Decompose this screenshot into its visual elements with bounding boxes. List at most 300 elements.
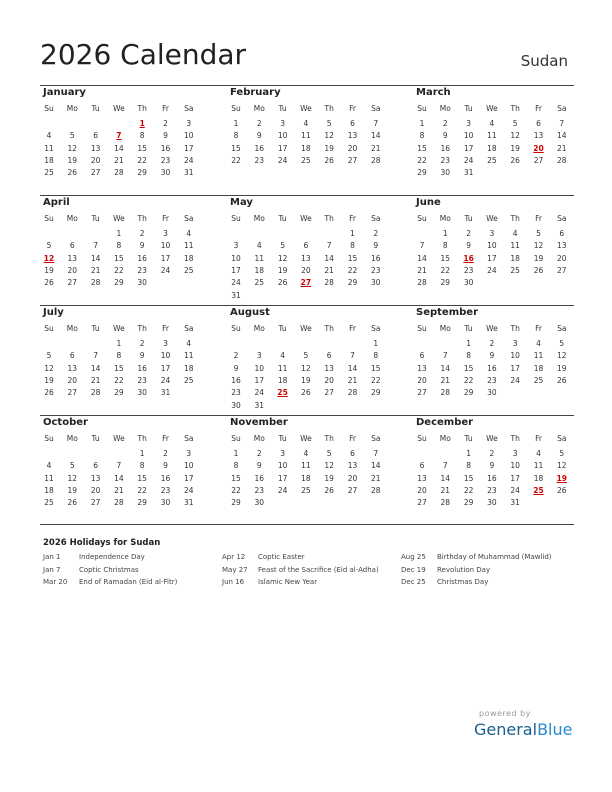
day-cell: 11 [184,351,194,361]
day-cell: 26 [44,278,54,288]
weekday-label: Mo [439,434,451,443]
day-cell: 19 [324,143,334,153]
day-cell: 29 [137,168,147,178]
day-cell: 28 [440,498,451,508]
day-cell: 11 [44,143,54,153]
day-cell: 10 [254,363,265,373]
day-cell: 7 [559,119,565,128]
day-cell: 18 [487,143,497,153]
holiday-day-cell: 7 [116,131,122,141]
weekday-label: Tu [278,434,287,443]
day-cell: 12 [557,351,567,361]
day-cell: 26 [67,498,78,508]
day-cell: 23 [487,485,497,495]
day-cell: 12 [277,253,288,263]
day-cell: 14 [114,473,124,483]
day-cell: 9 [233,363,239,373]
day-cell: 22 [440,265,451,275]
day-cell: 30 [371,278,381,288]
day-cell: 3 [256,351,262,361]
day-cell: 13 [67,253,78,263]
day-cell: 9 [139,351,145,361]
day-cell: 30 [487,388,497,398]
day-cell: 13 [417,363,427,373]
day-cell: 13 [301,253,311,263]
day-cell: 30 [160,168,171,178]
day-cell: 16 [487,363,497,373]
weekday-label: We [300,104,312,113]
weekday-label: Tu [464,104,473,113]
day-cell: 15 [371,363,381,373]
weekday-label: Su [44,214,54,223]
day-cell: 4 [46,461,52,471]
month-divider [227,415,414,416]
day-cell: 6 [93,461,98,471]
day-cell: 1 [116,229,122,238]
day-cell: 30 [487,498,497,508]
day-cell: 17 [487,253,497,263]
day-cell: 4 [489,119,495,128]
day-cell: 27 [90,498,101,508]
day-cell: 21 [324,265,334,275]
day-cell: 26 [67,168,78,178]
day-cell: 14 [440,363,451,373]
weekday-label: Th [324,104,334,113]
day-cell: 27 [67,278,78,288]
month-divider [227,305,414,306]
day-cell: 12 [324,461,334,471]
weekday-label: Sa [371,214,381,223]
day-cell: 15 [114,253,124,263]
day-cell: 28 [417,278,427,288]
weekday-label: Fr [535,324,542,333]
weekday-label: We [113,434,125,443]
day-cell: 24 [487,265,497,275]
day-cell: 20 [90,485,101,495]
weekday-label: Sa [184,214,194,223]
day-cell: 22 [137,485,147,495]
day-cell: 15 [137,143,147,153]
month-name: June [416,197,441,208]
day-cell: 24 [510,375,520,385]
day-cell: 25 [44,498,54,508]
day-cell: 27 [417,498,427,508]
day-cell: 16 [487,473,497,483]
day-cell: 4 [46,131,52,141]
month-name: November [230,417,288,428]
day-cell: 1 [116,339,122,348]
day-cell: 26 [557,375,567,385]
weekday-label: Tu [464,214,473,223]
month-divider [413,415,574,416]
day-cell: 7 [93,351,98,361]
day-cell: 6 [303,241,309,251]
day-cell: 28 [90,388,101,398]
day-cell: 21 [557,143,567,153]
day-cell: 28 [371,155,381,165]
day-cell: 3 [512,449,518,458]
day-cell: 13 [347,461,358,471]
day-cell: 24 [463,155,474,165]
day-cell: 27 [533,155,544,165]
day-cell: 17 [510,363,520,373]
day-cell: 18 [277,375,288,385]
weekday-label: Sa [557,214,567,223]
day-cell: 25 [184,265,194,275]
day-cell: 6 [559,229,565,238]
day-cell: 21 [440,485,451,495]
day-cell: 30 [160,498,171,508]
day-cell: 28 [371,485,381,495]
day-cell: 7 [116,461,122,471]
day-cell: 13 [347,131,358,141]
weekday-label: Th [137,324,147,333]
day-cell: 28 [347,388,358,398]
day-cell: 19 [44,375,54,385]
day-cell: 3 [280,119,285,128]
day-cell: 29 [463,498,474,508]
day-cell: 24 [184,485,194,495]
weekday-label: We [486,434,498,443]
day-cell: 1 [466,339,471,348]
day-cell: 28 [90,278,101,288]
day-cell: 11 [533,351,544,361]
day-cell: 5 [46,241,52,251]
weekday-label: Th [510,324,520,333]
day-cell: 11 [301,461,311,471]
day-cell: 19 [533,253,544,263]
day-cell: 10 [277,131,288,141]
day-cell: 11 [254,253,265,263]
day-cell: 18 [533,473,544,483]
day-cell: 18 [510,253,520,263]
day-cell: 11 [510,241,520,251]
day-cell: 8 [442,241,448,251]
weekday-label: Fr [162,434,169,443]
day-cell: 6 [350,119,355,128]
weekday-label: Fr [535,434,542,443]
month-divider [413,85,574,86]
month-name: April [43,197,70,208]
weekday-label: Su [417,324,427,333]
day-cell: 14 [90,253,101,263]
day-cell: 8 [233,131,239,141]
day-cell: 27 [557,265,567,275]
weekday-label: Th [324,214,334,223]
day-cell: 10 [231,253,241,263]
day-cell: 5 [46,351,52,361]
weekday-label: Sa [371,434,381,443]
day-cell: 5 [512,119,518,128]
day-cell: 8 [233,461,239,471]
holiday-day-cell: 27 [300,278,312,288]
day-cell: 1 [233,449,239,458]
day-cell: 17 [277,473,288,483]
day-cell: 2 [489,339,495,348]
weekday-label: Su [44,434,54,443]
day-cell: 8 [116,351,122,361]
day-cell: 14 [114,143,124,153]
brand-blue: Blue [537,720,573,739]
holiday-day-cell: 20 [533,143,544,153]
day-cell: 24 [160,265,171,275]
day-cell: 15 [440,253,451,263]
day-cell: 13 [324,363,334,373]
weekday-label: Sa [557,434,567,443]
day-cell: 26 [324,155,334,165]
day-cell: 17 [184,473,194,483]
holiday-day-cell: 16 [463,253,474,263]
weekday-label: Fr [349,104,356,113]
weekday-label: Su [231,104,241,113]
day-cell: 8 [350,241,355,251]
day-cell: 1 [233,119,239,128]
day-cell: 2 [139,339,145,348]
day-cell: 23 [254,485,265,495]
day-cell: 20 [417,375,427,385]
day-cell: 9 [163,131,168,141]
day-cell: 26 [44,388,54,398]
weekday-label: Th [137,214,147,223]
day-cell: 21 [347,375,358,385]
day-cell: 11 [487,131,497,141]
day-cell: 23 [137,265,147,275]
weekday-label: Mo [253,324,265,333]
day-cell: 31 [184,498,194,508]
day-cell: 24 [277,155,288,165]
day-cell: 26 [301,388,311,398]
day-cell: 22 [114,375,124,385]
day-cell: 15 [137,473,147,483]
day-cell: 26 [557,485,567,495]
day-cell: 2 [373,229,379,238]
day-cell: 3 [186,119,192,128]
month-name: July [43,307,64,318]
day-cell: 12 [510,131,520,141]
day-cell: 19 [301,375,311,385]
day-cell: 25 [301,155,311,165]
weekday-label: Fr [162,104,169,113]
weekday-label: We [486,324,498,333]
day-cell: 22 [231,155,241,165]
day-cell: 29 [114,388,124,398]
holiday-name: Coptic Christmas [79,565,139,574]
day-cell: 21 [114,485,124,495]
weekday-label: Su [231,434,241,443]
day-cell: 13 [557,241,567,251]
day-cell: 4 [536,449,541,458]
day-cell: 24 [254,388,265,398]
day-cell: 2 [139,229,145,238]
day-cell: 7 [419,241,425,251]
weekday-label: Tu [278,104,287,113]
day-cell: 16 [137,363,147,373]
day-cell: 6 [419,461,425,471]
day-cell: 21 [440,375,451,385]
day-cell: 2 [163,119,168,128]
day-cell: 20 [67,375,78,385]
weekday-label: Fr [162,324,169,333]
weekday-label: We [113,104,125,113]
day-cell: 18 [301,143,311,153]
month-name: December [416,417,474,428]
weekday-label: Mo [439,324,451,333]
holiday-date: Aug 25 [401,553,426,561]
weekday-label: We [486,214,498,223]
holiday-date: Apr 12 [222,553,246,561]
day-cell: 23 [231,388,241,398]
day-cell: 18 [44,485,54,495]
weekday-label: Tu [91,324,100,333]
holiday-date: Dec 19 [401,565,426,574]
day-cell: 8 [373,351,379,361]
day-cell: 8 [419,131,425,141]
weekday-label: Th [324,434,334,443]
day-cell: 12 [557,461,567,471]
day-cell: 9 [373,241,379,251]
day-cell: 2 [163,449,168,458]
day-cell: 27 [67,388,78,398]
day-cell: 6 [93,131,98,141]
day-cell: 23 [440,155,451,165]
day-cell: 30 [137,388,147,398]
day-cell: 26 [324,485,334,495]
day-cell: 1 [139,449,145,458]
day-cell: 30 [254,498,265,508]
day-cell: 29 [231,498,241,508]
day-cell: 1 [442,229,448,238]
weekday-label: Su [417,214,427,223]
day-cell: 20 [557,253,567,263]
day-cell: 10 [277,461,288,471]
day-cell: 28 [440,388,451,398]
day-cell: 11 [277,363,288,373]
day-cell: 29 [417,168,427,178]
day-cell: 4 [186,229,192,238]
day-cell: 13 [67,363,78,373]
day-cell: 14 [417,253,427,263]
month-divider [40,195,227,196]
day-cell: 24 [160,375,171,385]
day-cell: 20 [347,473,358,483]
day-cell: 13 [90,473,101,483]
day-cell: 6 [419,351,425,361]
day-cell: 10 [160,241,171,251]
day-cell: 19 [44,265,54,275]
day-cell: 15 [347,253,358,263]
day-cell: 3 [163,339,168,348]
day-cell: 5 [559,449,565,458]
day-cell: 27 [417,388,427,398]
day-cell: 20 [324,375,334,385]
weekday-label: Mo [66,324,78,333]
weekday-label: Th [137,104,147,113]
day-cell: 12 [44,363,54,373]
holiday-day-cell: 12 [43,253,55,263]
day-cell: 18 [44,155,54,165]
month-divider [413,195,574,196]
country-name: Sudan [520,52,568,70]
day-cell: 28 [557,155,567,165]
day-cell: 5 [326,119,332,128]
weekday-label: Tu [91,434,100,443]
weekday-label: Mo [66,104,78,113]
day-cell: 23 [371,265,381,275]
day-cell: 21 [114,155,124,165]
day-cell: 20 [417,485,427,495]
day-cell: 7 [373,119,379,128]
day-cell: 23 [160,485,171,495]
weekday-label: Fr [349,214,356,223]
weekday-label: Sa [184,434,194,443]
day-cell: 31 [160,388,171,398]
day-cell: 5 [559,339,565,348]
month-divider [227,195,414,196]
day-cell: 10 [487,241,497,251]
holiday-name: Christmas Day [437,578,489,586]
day-cell: 23 [463,265,474,275]
day-cell: 4 [303,449,309,458]
weekday-label: Su [417,434,427,443]
generalblue-logo[interactable] [474,720,572,739]
weekday-label: Tu [464,324,473,333]
day-cell: 12 [533,241,544,251]
weekday-label: We [300,214,312,223]
holiday-name: End of Ramadan (Eid al-Fitr) [79,578,178,586]
day-cell: 13 [417,473,427,483]
day-cell: 6 [69,351,75,361]
day-cell: 11 [44,473,54,483]
day-cell: 10 [184,131,194,141]
day-cell: 16 [254,473,265,483]
day-cell: 10 [510,461,520,471]
day-cell: 5 [69,461,75,471]
day-cell: 29 [463,388,474,398]
month-name: May [230,197,253,208]
day-cell: 27 [347,485,358,495]
month-divider [227,85,414,86]
day-cell: 4 [303,119,309,128]
day-cell: 21 [90,265,101,275]
day-cell: 8 [139,461,145,471]
day-cell: 22 [347,265,358,275]
day-cell: 12 [67,473,78,483]
day-cell: 16 [231,375,241,385]
day-cell: 2 [256,449,262,458]
day-cell: 21 [90,375,101,385]
day-cell: 20 [90,155,101,165]
day-cell: 5 [303,351,309,361]
day-cell: 7 [373,449,379,458]
day-cell: 13 [533,131,544,141]
day-cell: 28 [324,278,334,288]
day-cell: 22 [231,485,241,495]
holiday-date: Jan 1 [43,553,61,561]
day-cell: 22 [371,375,381,385]
day-cell: 20 [347,143,358,153]
holiday-day-cell: 19 [556,473,568,483]
day-cell: 16 [160,143,171,153]
day-cell: 27 [324,388,334,398]
holiday-date: May 27 [222,565,248,574]
weekday-label: Su [231,324,241,333]
weekday-label: Th [324,324,334,333]
month-divider [40,305,227,306]
day-cell: 22 [114,265,124,275]
holiday-name: Islamic New Year [258,578,318,586]
day-cell: 25 [44,168,54,178]
day-cell: 23 [160,155,171,165]
